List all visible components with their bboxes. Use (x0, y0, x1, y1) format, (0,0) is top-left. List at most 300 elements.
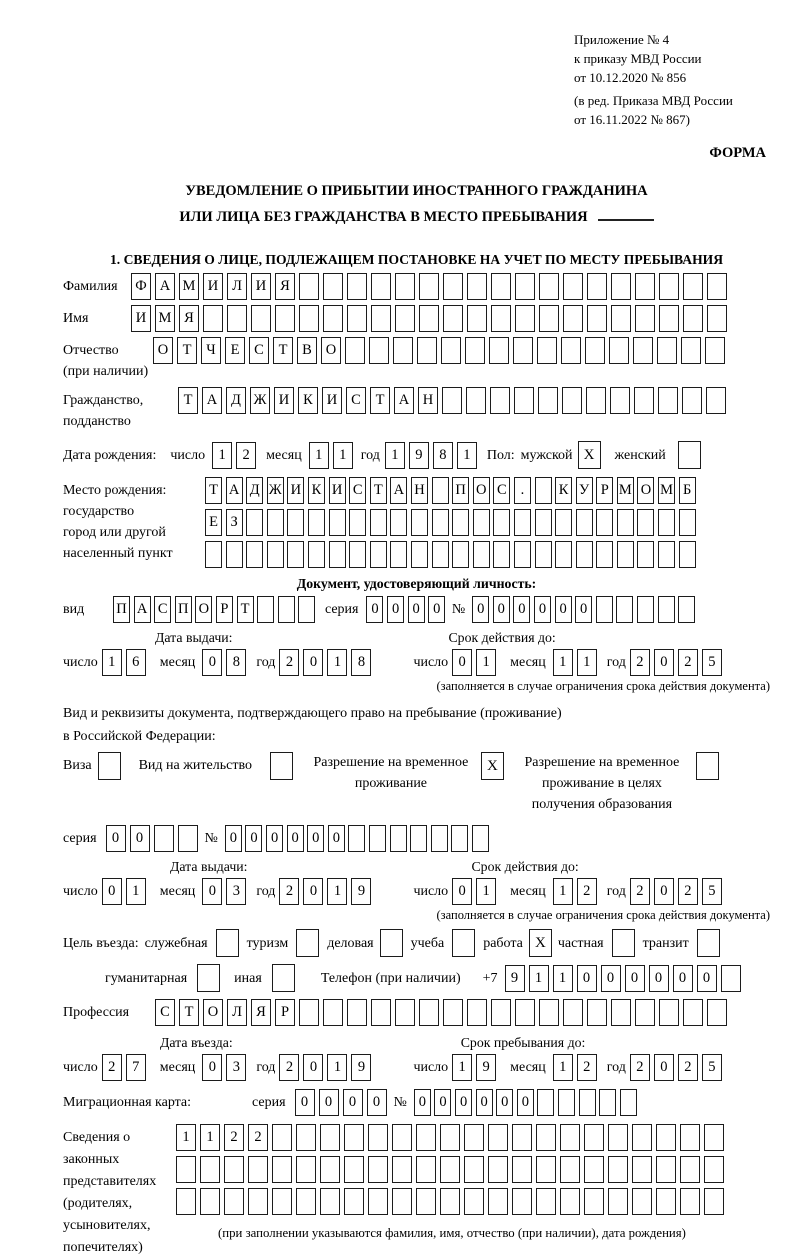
char-cell[interactable] (452, 541, 469, 568)
char-cell[interactable] (390, 509, 407, 536)
char-cell[interactable] (539, 273, 559, 300)
char-cell[interactable]: 0 (225, 825, 242, 852)
expiry-year-cells[interactable] (630, 649, 726, 676)
char-cell[interactable] (154, 825, 174, 852)
char-cell[interactable] (488, 1188, 508, 1215)
char-cell[interactable]: Л (227, 999, 247, 1026)
char-cell[interactable]: А (134, 596, 151, 623)
representatives-row1-cells[interactable] (176, 1124, 728, 1151)
char-cell[interactable] (707, 305, 727, 332)
char-cell[interactable]: Е (225, 337, 245, 364)
char-cell[interactable] (539, 305, 559, 332)
char-cell[interactable]: Т (178, 387, 198, 414)
male-checkbox[interactable]: X (578, 441, 601, 469)
char-cell[interactable] (348, 825, 365, 852)
char-cell[interactable] (633, 337, 653, 364)
char-cell[interactable] (329, 509, 346, 536)
char-cell[interactable] (287, 509, 304, 536)
char-cell[interactable] (512, 1156, 532, 1183)
purpose-study-checkbox[interactable] (452, 929, 475, 957)
char-cell[interactable] (464, 1188, 484, 1215)
char-cell[interactable]: В (297, 337, 317, 364)
char-cell[interactable] (443, 999, 463, 1026)
char-cell[interactable] (329, 541, 346, 568)
residence-series-cells[interactable] (106, 825, 202, 852)
char-cell[interactable] (440, 1188, 460, 1215)
char-cell[interactable] (680, 1188, 700, 1215)
char-cell[interactable] (585, 337, 605, 364)
issue-day-cells[interactable] (102, 649, 150, 676)
char-cell[interactable] (576, 541, 593, 568)
issue-year-cells[interactable] (279, 649, 375, 676)
char-cell[interactable]: 0 (673, 965, 693, 992)
char-cell[interactable] (368, 1124, 388, 1151)
char-cell[interactable] (599, 1089, 616, 1116)
temp-residence-checkbox[interactable]: X (481, 752, 504, 780)
char-cell[interactable] (678, 596, 695, 623)
char-cell[interactable]: 1 (126, 878, 146, 905)
char-cell[interactable] (467, 273, 487, 300)
char-cell[interactable]: 2 (630, 1054, 650, 1081)
char-cell[interactable] (488, 1124, 508, 1151)
char-cell[interactable]: 0 (496, 1089, 513, 1116)
char-cell[interactable] (395, 273, 415, 300)
char-cell[interactable] (587, 273, 607, 300)
migration-series-cells[interactable] (295, 1089, 391, 1116)
char-cell[interactable] (656, 1124, 676, 1151)
char-cell[interactable] (576, 509, 593, 536)
char-cell[interactable]: 0 (343, 1089, 363, 1116)
char-cell[interactable]: 0 (319, 1089, 339, 1116)
char-cell[interactable]: 1 (200, 1124, 220, 1151)
char-cell[interactable] (299, 999, 319, 1026)
char-cell[interactable] (298, 596, 315, 623)
char-cell[interactable] (320, 1188, 340, 1215)
char-cell[interactable]: Т (177, 337, 197, 364)
char-cell[interactable] (278, 596, 295, 623)
birth-place-row2-cells[interactable] (205, 509, 699, 536)
char-cell[interactable] (635, 305, 655, 332)
char-cell[interactable]: 0 (493, 596, 510, 623)
char-cell[interactable]: 2 (279, 878, 299, 905)
char-cell[interactable] (535, 477, 552, 504)
char-cell[interactable]: 9 (351, 878, 371, 905)
patronymic-cells[interactable] (153, 337, 729, 364)
char-cell[interactable]: 2 (224, 1124, 244, 1151)
char-cell[interactable] (596, 541, 613, 568)
char-cell[interactable] (344, 1124, 364, 1151)
char-cell[interactable]: 0 (202, 1054, 222, 1081)
char-cell[interactable] (392, 1188, 412, 1215)
char-cell[interactable] (419, 305, 439, 332)
doc-number-cells[interactable] (472, 596, 699, 623)
char-cell[interactable]: 5 (702, 878, 722, 905)
char-cell[interactable]: 0 (452, 649, 472, 676)
char-cell[interactable] (632, 1188, 652, 1215)
char-cell[interactable] (493, 541, 510, 568)
char-cell[interactable] (539, 999, 559, 1026)
char-cell[interactable] (611, 273, 631, 300)
char-cell[interactable] (410, 825, 427, 852)
char-cell[interactable]: 2 (678, 649, 698, 676)
char-cell[interactable]: 1 (309, 442, 329, 469)
char-cell[interactable] (296, 1156, 316, 1183)
char-cell[interactable]: Н (418, 387, 438, 414)
char-cell[interactable]: 2 (102, 1054, 122, 1081)
char-cell[interactable]: 5 (702, 649, 722, 676)
char-cell[interactable] (658, 596, 675, 623)
char-cell[interactable]: Б (679, 477, 696, 504)
char-cell[interactable] (584, 1124, 604, 1151)
doc-type-cells[interactable] (113, 596, 319, 623)
char-cell[interactable]: 0 (307, 825, 324, 852)
char-cell[interactable] (707, 273, 727, 300)
char-cell[interactable] (560, 1188, 580, 1215)
char-cell[interactable] (493, 509, 510, 536)
char-cell[interactable] (467, 999, 487, 1026)
char-cell[interactable]: 2 (577, 1054, 597, 1081)
char-cell[interactable] (395, 999, 415, 1026)
char-cell[interactable]: О (153, 337, 173, 364)
char-cell[interactable] (370, 541, 387, 568)
char-cell[interactable]: М (155, 305, 175, 332)
char-cell[interactable] (637, 541, 654, 568)
char-cell[interactable] (176, 1156, 196, 1183)
char-cell[interactable]: 0 (697, 965, 717, 992)
female-checkbox[interactable] (678, 441, 701, 469)
char-cell[interactable] (287, 541, 304, 568)
char-cell[interactable]: Р (596, 477, 613, 504)
char-cell[interactable] (349, 509, 366, 536)
char-cell[interactable] (451, 825, 468, 852)
char-cell[interactable] (563, 999, 583, 1026)
char-cell[interactable]: 1 (553, 878, 573, 905)
birth-place-row3-cells[interactable] (205, 541, 699, 568)
char-cell[interactable]: 0 (654, 878, 674, 905)
char-cell[interactable] (513, 337, 533, 364)
char-cell[interactable] (682, 387, 702, 414)
char-cell[interactable]: 2 (279, 649, 299, 676)
char-cell[interactable] (514, 541, 531, 568)
char-cell[interactable] (176, 1188, 196, 1215)
birth-year-cells[interactable] (385, 442, 481, 469)
char-cell[interactable]: 0 (266, 825, 283, 852)
char-cell[interactable]: С (493, 477, 510, 504)
purpose-business-checkbox[interactable] (380, 929, 403, 957)
char-cell[interactable]: 1 (327, 878, 347, 905)
char-cell[interactable]: И (329, 477, 346, 504)
char-cell[interactable] (683, 273, 703, 300)
char-cell[interactable]: 0 (387, 596, 404, 623)
char-cell[interactable] (611, 305, 631, 332)
char-cell[interactable]: 0 (414, 1089, 431, 1116)
char-cell[interactable]: Я (251, 999, 271, 1026)
char-cell[interactable] (224, 1188, 244, 1215)
char-cell[interactable] (491, 999, 511, 1026)
char-cell[interactable]: О (195, 596, 212, 623)
char-cell[interactable] (558, 1089, 575, 1116)
char-cell[interactable] (561, 337, 581, 364)
char-cell[interactable] (369, 825, 386, 852)
char-cell[interactable] (440, 1156, 460, 1183)
char-cell[interactable]: . (514, 477, 531, 504)
char-cell[interactable]: 0 (202, 649, 222, 676)
firstname-cells[interactable] (131, 305, 731, 332)
char-cell[interactable]: 0 (287, 825, 304, 852)
char-cell[interactable]: Е (205, 509, 222, 536)
birth-place-row1-cells[interactable] (205, 477, 699, 504)
char-cell[interactable] (347, 305, 367, 332)
issue-day-cells[interactable] (102, 878, 150, 905)
char-cell[interactable]: Т (237, 596, 254, 623)
char-cell[interactable]: 0 (303, 878, 323, 905)
char-cell[interactable] (596, 509, 613, 536)
char-cell[interactable] (371, 273, 391, 300)
char-cell[interactable] (323, 999, 343, 1026)
purpose-humanitarian-checkbox[interactable] (197, 964, 220, 992)
char-cell[interactable] (537, 337, 557, 364)
char-cell[interactable] (535, 509, 552, 536)
char-cell[interactable]: 7 (126, 1054, 146, 1081)
char-cell[interactable] (443, 273, 463, 300)
char-cell[interactable] (659, 273, 679, 300)
char-cell[interactable] (659, 305, 679, 332)
char-cell[interactable] (349, 541, 366, 568)
char-cell[interactable] (617, 509, 634, 536)
char-cell[interactable]: 0 (428, 596, 445, 623)
char-cell[interactable]: 1 (476, 878, 496, 905)
char-cell[interactable] (560, 1124, 580, 1151)
char-cell[interactable]: М (617, 477, 634, 504)
char-cell[interactable]: 0 (130, 825, 150, 852)
expiry-day-cells[interactable] (452, 649, 500, 676)
expiry-year-cells[interactable] (630, 878, 726, 905)
char-cell[interactable]: 8 (351, 649, 371, 676)
char-cell[interactable] (224, 1156, 244, 1183)
entry-month-cells[interactable] (202, 1054, 250, 1081)
char-cell[interactable]: 0 (517, 1089, 534, 1116)
char-cell[interactable] (432, 477, 449, 504)
char-cell[interactable]: 1 (553, 1054, 573, 1081)
char-cell[interactable]: П (175, 596, 192, 623)
char-cell[interactable] (467, 305, 487, 332)
birth-day-cells[interactable] (212, 442, 260, 469)
char-cell[interactable]: С (155, 999, 175, 1026)
char-cell[interactable] (411, 509, 428, 536)
char-cell[interactable]: Д (246, 477, 263, 504)
char-cell[interactable] (491, 305, 511, 332)
char-cell[interactable] (620, 1089, 637, 1116)
char-cell[interactable] (370, 509, 387, 536)
char-cell[interactable]: Н (411, 477, 428, 504)
char-cell[interactable] (296, 1188, 316, 1215)
char-cell[interactable]: 0 (328, 825, 345, 852)
char-cell[interactable]: 0 (649, 965, 669, 992)
purpose-tourism-checkbox[interactable] (296, 929, 319, 957)
char-cell[interactable]: М (658, 477, 675, 504)
char-cell[interactable]: 6 (126, 649, 146, 676)
char-cell[interactable]: 1 (553, 649, 573, 676)
char-cell[interactable]: К (298, 387, 318, 414)
temp-residence-edu-checkbox[interactable] (696, 752, 719, 780)
residence-permit-checkbox[interactable] (270, 752, 293, 780)
char-cell[interactable] (392, 1156, 412, 1183)
char-cell[interactable] (658, 509, 675, 536)
char-cell[interactable]: 1 (102, 649, 122, 676)
char-cell[interactable] (489, 337, 509, 364)
char-cell[interactable] (538, 387, 558, 414)
char-cell[interactable] (679, 541, 696, 568)
purpose-private-checkbox[interactable] (612, 929, 635, 957)
residence-number-cells[interactable] (225, 825, 493, 852)
char-cell[interactable]: 1 (476, 649, 496, 676)
char-cell[interactable] (347, 273, 367, 300)
char-cell[interactable] (680, 1156, 700, 1183)
char-cell[interactable] (472, 825, 489, 852)
issue-month-cells[interactable] (202, 649, 250, 676)
char-cell[interactable] (432, 509, 449, 536)
char-cell[interactable] (226, 541, 243, 568)
char-cell[interactable] (515, 999, 535, 1026)
char-cell[interactable] (419, 999, 439, 1026)
citizenship-cells[interactable] (178, 387, 730, 414)
char-cell[interactable]: 2 (678, 1054, 698, 1081)
char-cell[interactable]: 9 (409, 442, 429, 469)
char-cell[interactable]: И (251, 273, 271, 300)
char-cell[interactable] (490, 387, 510, 414)
char-cell[interactable]: И (203, 273, 223, 300)
doc-series-cells[interactable] (366, 596, 448, 623)
char-cell[interactable]: О (637, 477, 654, 504)
char-cell[interactable] (563, 305, 583, 332)
char-cell[interactable]: 1 (327, 649, 347, 676)
char-cell[interactable]: 2 (279, 1054, 299, 1081)
char-cell[interactable] (441, 337, 461, 364)
char-cell[interactable] (275, 305, 295, 332)
char-cell[interactable] (637, 509, 654, 536)
char-cell[interactable] (608, 1124, 628, 1151)
char-cell[interactable] (417, 337, 437, 364)
char-cell[interactable] (656, 1188, 676, 1215)
purpose-transit-checkbox[interactable] (697, 929, 720, 957)
char-cell[interactable]: 1 (457, 442, 477, 469)
char-cell[interactable]: Я (179, 305, 199, 332)
char-cell[interactable] (560, 1156, 580, 1183)
char-cell[interactable] (536, 1156, 556, 1183)
char-cell[interactable]: А (394, 387, 414, 414)
char-cell[interactable]: Т (273, 337, 293, 364)
char-cell[interactable]: 3 (226, 878, 246, 905)
char-cell[interactable] (205, 541, 222, 568)
char-cell[interactable]: 0 (367, 1089, 387, 1116)
char-cell[interactable]: М (179, 273, 199, 300)
char-cell[interactable]: 1 (333, 442, 353, 469)
char-cell[interactable] (562, 387, 582, 414)
char-cell[interactable]: 1 (452, 1054, 472, 1081)
char-cell[interactable]: Ч (201, 337, 221, 364)
char-cell[interactable] (704, 1124, 724, 1151)
char-cell[interactable] (395, 305, 415, 332)
char-cell[interactable] (579, 1089, 596, 1116)
expiry-day-cells[interactable] (452, 878, 500, 905)
char-cell[interactable] (473, 541, 490, 568)
char-cell[interactable] (272, 1188, 292, 1215)
expiry-month-cells[interactable] (553, 878, 601, 905)
char-cell[interactable] (393, 337, 413, 364)
char-cell[interactable]: 0 (455, 1089, 472, 1116)
char-cell[interactable] (514, 509, 531, 536)
char-cell[interactable] (452, 509, 469, 536)
char-cell[interactable]: К (308, 477, 325, 504)
char-cell[interactable] (635, 273, 655, 300)
char-cell[interactable] (227, 305, 247, 332)
char-cell[interactable] (656, 1156, 676, 1183)
char-cell[interactable]: 9 (351, 1054, 371, 1081)
char-cell[interactable] (683, 305, 703, 332)
char-cell[interactable] (634, 387, 654, 414)
char-cell[interactable]: 0 (654, 649, 674, 676)
char-cell[interactable] (246, 541, 263, 568)
char-cell[interactable]: 0 (102, 878, 122, 905)
char-cell[interactable] (658, 541, 675, 568)
char-cell[interactable] (537, 1089, 554, 1116)
char-cell[interactable]: 0 (295, 1089, 315, 1116)
char-cell[interactable]: А (155, 273, 175, 300)
char-cell[interactable] (584, 1156, 604, 1183)
char-cell[interactable] (369, 337, 389, 364)
char-cell[interactable]: 3 (226, 1054, 246, 1081)
char-cell[interactable]: 2 (630, 649, 650, 676)
char-cell[interactable] (200, 1156, 220, 1183)
char-cell[interactable] (535, 541, 552, 568)
char-cell[interactable] (473, 509, 490, 536)
char-cell[interactable] (442, 387, 462, 414)
char-cell[interactable] (464, 1124, 484, 1151)
migration-number-cells[interactable] (414, 1089, 641, 1116)
char-cell[interactable] (679, 509, 696, 536)
char-cell[interactable]: 1 (176, 1124, 196, 1151)
char-cell[interactable] (555, 509, 572, 536)
char-cell[interactable]: 0 (575, 596, 592, 623)
char-cell[interactable] (323, 305, 343, 332)
char-cell[interactable] (257, 596, 274, 623)
char-cell[interactable] (248, 1156, 268, 1183)
expiry-month-cells[interactable] (553, 649, 601, 676)
char-cell[interactable]: 0 (601, 965, 621, 992)
char-cell[interactable] (431, 825, 448, 852)
char-cell[interactable]: Т (205, 477, 222, 504)
char-cell[interactable]: 5 (702, 1054, 722, 1081)
char-cell[interactable] (411, 541, 428, 568)
profession-cells[interactable] (155, 999, 731, 1026)
char-cell[interactable] (368, 1188, 388, 1215)
char-cell[interactable] (659, 999, 679, 1026)
char-cell[interactable]: 0 (408, 596, 425, 623)
char-cell[interactable] (704, 1156, 724, 1183)
char-cell[interactable]: 8 (226, 649, 246, 676)
char-cell[interactable]: У (576, 477, 593, 504)
char-cell[interactable]: 1 (212, 442, 232, 469)
char-cell[interactable]: А (202, 387, 222, 414)
char-cell[interactable] (488, 1156, 508, 1183)
char-cell[interactable] (344, 1156, 364, 1183)
char-cell[interactable] (416, 1156, 436, 1183)
char-cell[interactable]: Т (179, 999, 199, 1026)
char-cell[interactable] (308, 541, 325, 568)
char-cell[interactable] (608, 1188, 628, 1215)
char-cell[interactable] (200, 1188, 220, 1215)
char-cell[interactable] (658, 387, 678, 414)
